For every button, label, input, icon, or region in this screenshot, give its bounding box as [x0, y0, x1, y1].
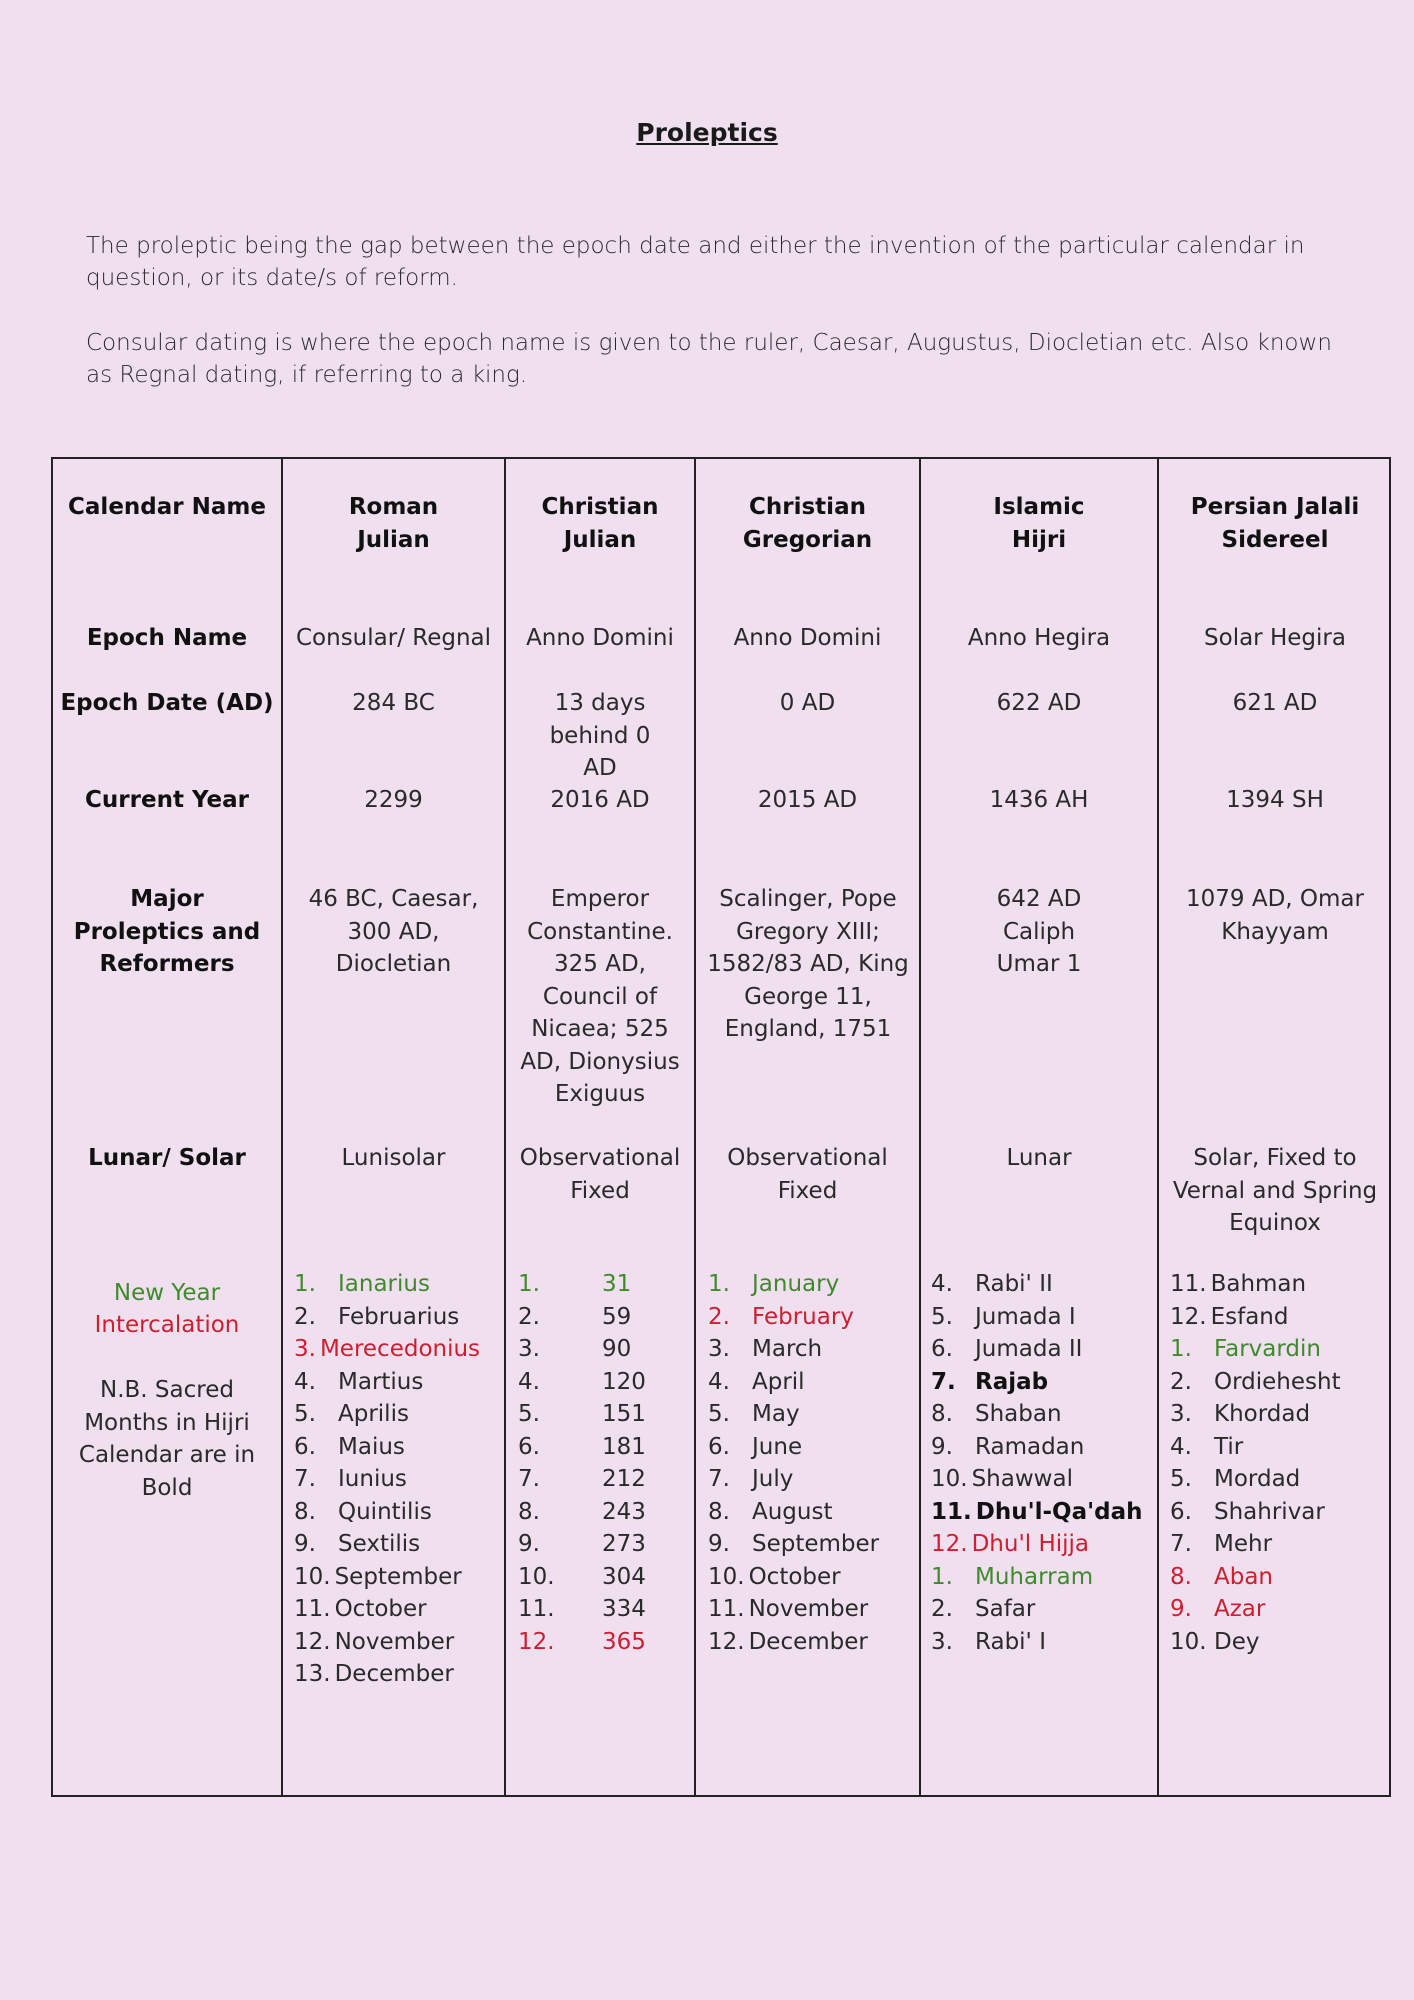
list-item [708, 1268, 879, 1301]
epoch-date-value: 284 BC [352, 690, 435, 716]
row-label-current-year: Current Year [85, 787, 249, 813]
month-number: 2. [931, 1596, 953, 1622]
list-item [931, 1301, 1143, 1334]
list-item [294, 1333, 480, 1366]
list-item [708, 1496, 879, 1529]
list-item [1170, 1366, 1341, 1399]
month-number: 8. [294, 1498, 316, 1525]
row-label-intercalation: Intercalation [94, 1312, 240, 1338]
month-name: Dhu'l-Qa'dah [975, 1498, 1143, 1525]
current-year-value: 2299 [364, 787, 423, 813]
list-item [1170, 1528, 1341, 1561]
month-name: December [334, 1661, 454, 1687]
list-item [1170, 1561, 1341, 1594]
month-number: 9. [1170, 1596, 1192, 1622]
month-name: November [748, 1596, 869, 1622]
month-number: 1. [931, 1563, 953, 1590]
epoch-name-value: Anno Domini [733, 625, 882, 651]
month-list-christian-julian [518, 1268, 646, 1658]
list-item [931, 1463, 1143, 1496]
month-number: 6. [1170, 1498, 1192, 1525]
list-item [294, 1398, 480, 1431]
list-item [518, 1496, 646, 1529]
month-number: 10. [518, 1563, 555, 1590]
month-name: Esfand [1210, 1303, 1289, 1330]
month-number: 10. [294, 1563, 331, 1590]
epoch-date-value: 621 AD [1232, 690, 1318, 716]
column-header-christian-gregorian [696, 491, 919, 556]
list-item [294, 1496, 480, 1529]
month-number: 4. [294, 1368, 316, 1395]
column-header-line: Christian [541, 494, 659, 520]
proleptics-value: 642 AD Caliph Umar 1 [996, 886, 1082, 977]
month-name: Tir [1214, 1433, 1244, 1460]
month-name: 365 [602, 1628, 646, 1655]
current-year-value: 2016 AD [550, 787, 650, 813]
page-title: Proleptics [636, 118, 778, 147]
column-header-line: Islamic [993, 494, 1085, 520]
month-number: 12. [708, 1628, 745, 1655]
month-number: 2. [518, 1303, 540, 1330]
month-name: Mordad [1214, 1466, 1301, 1492]
intro-paragraph-proleptic: The proleptic being the gap between the epoch date and either the invention of the particular calendar in question, or its date/s of reform. [86, 233, 1305, 291]
column-divider [694, 459, 696, 1795]
month-name: Shawwal [971, 1466, 1073, 1492]
list-item [931, 1593, 1143, 1626]
list-item [708, 1561, 879, 1594]
month-name: June [752, 1433, 803, 1460]
month-number: 2. [708, 1303, 730, 1330]
list-item [1170, 1333, 1341, 1366]
list-item [708, 1593, 879, 1626]
list-item [1170, 1431, 1341, 1464]
month-name: May [752, 1401, 800, 1427]
list-item [294, 1626, 480, 1659]
list-item [518, 1366, 646, 1399]
month-name: Rabi' II [975, 1271, 1053, 1297]
list-item [708, 1398, 879, 1431]
row-label-epoch-date: Epoch Date (AD) [60, 690, 274, 716]
column-header-line: Sidereel [1221, 526, 1329, 553]
column-header-christian-julian [506, 491, 694, 556]
list-item [518, 1301, 646, 1334]
list-item [294, 1593, 480, 1626]
list-item [708, 1431, 879, 1464]
row-label-calendar-name: Calendar Name [68, 494, 266, 520]
month-list-gregorian [708, 1268, 879, 1658]
month-list-persian [1170, 1268, 1341, 1658]
month-number: 8. [931, 1401, 953, 1427]
month-name: March [752, 1336, 823, 1362]
month-number: 10. [1170, 1628, 1207, 1655]
month-name: November [334, 1628, 455, 1655]
row-label-epoch-name: Epoch Name [86, 625, 248, 651]
list-item [518, 1593, 646, 1626]
list-item [931, 1398, 1143, 1431]
month-number: 8. [518, 1498, 540, 1525]
month-number: 7. [518, 1466, 540, 1492]
month-name: 243 [602, 1498, 646, 1525]
month-number: 2. [294, 1303, 316, 1330]
epoch-name-value: Anno Domini [526, 625, 674, 651]
month-name: Ramadan [975, 1433, 1085, 1460]
month-name: Dhu'l Hijja [971, 1531, 1090, 1557]
month-name: July [752, 1466, 794, 1492]
column-divider [504, 459, 506, 1795]
month-number: 8. [1170, 1563, 1192, 1590]
month-number: 5. [518, 1401, 540, 1427]
list-item [931, 1333, 1143, 1366]
column-header-line: Julian [357, 526, 430, 553]
month-list-hijri [931, 1268, 1143, 1658]
month-number: 10. [708, 1563, 745, 1590]
month-name: Rabi' I [975, 1628, 1046, 1655]
lunar-solar-value: Observational Fixed [519, 1145, 681, 1204]
intro-paragraph-consular: Consular dating is where the epoch name is given to the ruler, Caesar, Augustus, Diocletian etc. Also known as Regnal dating, if referring to a king. [86, 330, 1332, 388]
month-number: 8. [708, 1498, 730, 1525]
list-item [518, 1528, 646, 1561]
month-number: 3. [294, 1336, 316, 1362]
epoch-name-value: Consular/ Regnal [295, 625, 492, 651]
list-item [708, 1333, 879, 1366]
epoch-date-value: 622 AD [996, 690, 1082, 716]
month-list-roman [294, 1268, 480, 1691]
column-header-line: Julian [563, 526, 637, 553]
lunar-solar-value: Lunar [1006, 1145, 1072, 1171]
month-number: 13. [294, 1661, 331, 1687]
month-number: 3. [708, 1336, 730, 1362]
month-number: 7. [294, 1466, 316, 1492]
list-item [518, 1626, 646, 1659]
month-number: 2. [1170, 1368, 1192, 1395]
list-item [1170, 1463, 1341, 1496]
list-item [1170, 1593, 1341, 1626]
month-name: October [334, 1596, 427, 1622]
list-item [518, 1268, 646, 1301]
month-number: 1. [518, 1271, 540, 1297]
column-divider [1157, 459, 1159, 1795]
month-number: 6. [518, 1433, 540, 1460]
list-item [518, 1463, 646, 1496]
sacred-months-note: N.B. Sacred Months in Hijri Calendar are in Bold [78, 1377, 256, 1501]
month-number: 4. [1170, 1433, 1192, 1460]
month-name: 304 [602, 1563, 646, 1590]
month-number: 4. [518, 1368, 540, 1395]
month-name: January [752, 1271, 840, 1297]
current-year-value: 1394 SH [1226, 787, 1324, 813]
month-name: 181 [602, 1433, 646, 1460]
month-name: 120 [602, 1368, 646, 1395]
month-name: September [752, 1531, 880, 1557]
month-name: December [748, 1628, 868, 1655]
month-number: 12. [294, 1628, 331, 1655]
list-item [294, 1301, 480, 1334]
list-item [931, 1366, 1143, 1399]
month-number: 9. [931, 1433, 953, 1460]
month-number: 3. [931, 1628, 953, 1655]
lunar-solar-value: Observational Fixed [727, 1145, 888, 1204]
list-item [931, 1268, 1143, 1301]
column-divider [281, 459, 283, 1795]
epoch-date-value: 0 AD [779, 690, 836, 716]
list-item [1170, 1268, 1341, 1301]
month-number: 7. [1170, 1531, 1192, 1557]
month-number: 5. [1170, 1466, 1192, 1492]
epoch-name-value: Anno Hegira [967, 625, 1111, 651]
column-header-persian-jalali [1159, 491, 1391, 556]
list-item [518, 1398, 646, 1431]
month-name: April [752, 1368, 805, 1395]
list-item [708, 1528, 879, 1561]
month-name: September [334, 1563, 462, 1590]
month-number: 1. [294, 1271, 316, 1297]
month-name: Aprilis [338, 1401, 409, 1427]
list-item [294, 1268, 480, 1301]
row-label-major-proleptics: Major Proleptics and Reformers [73, 886, 261, 977]
month-name: August [752, 1498, 833, 1525]
month-name: Farvardin [1214, 1336, 1321, 1362]
month-number: 6. [294, 1433, 316, 1460]
list-item [1170, 1496, 1341, 1529]
column-header-line: Roman [348, 494, 439, 520]
month-name: Muharram [975, 1563, 1094, 1590]
month-number: 11. [931, 1498, 972, 1525]
month-number: 3. [1170, 1401, 1192, 1427]
column-header-line: Hijri [1011, 526, 1067, 553]
month-name: 212 [602, 1466, 646, 1492]
month-number: 5. [931, 1303, 953, 1330]
month-number: 4. [708, 1368, 730, 1395]
month-number: 6. [931, 1336, 953, 1362]
month-name: 90 [602, 1336, 632, 1362]
month-name: 334 [602, 1596, 646, 1622]
list-item [1170, 1626, 1341, 1659]
month-number: 6. [708, 1433, 730, 1460]
month-name: Azar [1214, 1596, 1266, 1622]
current-year-value: 1436 AH [989, 787, 1089, 813]
list-item [294, 1658, 480, 1691]
list-item [1170, 1398, 1341, 1431]
month-name: Iunius [338, 1466, 407, 1492]
list-item [294, 1463, 480, 1496]
month-name: Aban [1214, 1563, 1274, 1590]
epoch-date-value: 13 days behind 0 AD [549, 690, 651, 781]
month-name: Rajab [975, 1368, 1049, 1395]
month-name: Ianarius [338, 1271, 430, 1297]
list-item [294, 1528, 480, 1561]
month-name: Shaban [975, 1401, 1062, 1427]
list-item [708, 1366, 879, 1399]
month-number: 10. [931, 1466, 968, 1492]
month-number: 1. [708, 1271, 730, 1297]
month-number: 11. [708, 1596, 745, 1622]
lunar-solar-value: Lunisolar [341, 1145, 446, 1171]
proleptics-value: 46 BC, Caesar, 300 AD, Diocletian [308, 886, 479, 977]
column-header-line: Persian Jalali [1190, 494, 1360, 520]
lunar-solar-value: Solar, Fixed to Vernal and Spring Equinox [1172, 1145, 1378, 1236]
month-name: Khordad [1214, 1401, 1311, 1427]
month-name: 31 [602, 1271, 632, 1297]
month-name: October [748, 1563, 841, 1590]
month-number: 9. [708, 1531, 730, 1557]
month-number: 5. [708, 1401, 730, 1427]
month-name: Safar [975, 1596, 1036, 1622]
column-header-roman-julian [283, 491, 504, 556]
month-number: 12. [931, 1531, 968, 1557]
month-number: 9. [294, 1531, 316, 1557]
month-number: 11. [518, 1596, 555, 1622]
list-item [1170, 1301, 1341, 1334]
list-item [931, 1626, 1143, 1659]
list-item [931, 1561, 1143, 1594]
month-number: 3. [518, 1336, 540, 1362]
month-number: 11. [294, 1596, 331, 1622]
epoch-name-value: Solar Hegira [1204, 625, 1346, 651]
list-item [708, 1463, 879, 1496]
month-name: Martius [338, 1368, 424, 1395]
column-header-line: Gregorian [742, 526, 873, 553]
month-name: Maius [338, 1433, 405, 1460]
month-name: Bahman [1210, 1271, 1307, 1297]
list-item [518, 1431, 646, 1464]
month-name: Shahrivar [1214, 1498, 1325, 1525]
column-header-line: Christian [749, 494, 866, 520]
list-item [294, 1561, 480, 1594]
month-name: 59 [602, 1303, 632, 1330]
list-item [931, 1431, 1143, 1464]
month-number: 1. [1170, 1336, 1192, 1362]
month-number: 7. [708, 1466, 730, 1492]
list-item [931, 1528, 1143, 1561]
list-item [708, 1301, 879, 1334]
month-name: Quintilis [338, 1498, 432, 1525]
month-name: Ordiehesht [1214, 1368, 1341, 1395]
current-year-value: 2015 AD [757, 787, 858, 813]
month-number: 4. [931, 1271, 953, 1297]
month-name: 273 [602, 1531, 646, 1557]
month-number: 5. [294, 1401, 316, 1427]
list-item [518, 1333, 646, 1366]
list-item [294, 1431, 480, 1464]
list-item [708, 1626, 879, 1659]
list-item [294, 1366, 480, 1399]
month-number: 12. [518, 1628, 555, 1655]
column-header-islamic-hijri [921, 491, 1157, 556]
row-label-new-year: New Year [113, 1280, 221, 1306]
month-name: Dey [1214, 1628, 1260, 1655]
column-divider [919, 459, 921, 1795]
proleptics-value: Emperor Constantine. 325 AD, Council of Nicaea; 525 AD, Dionysius Exiguus [520, 886, 680, 1107]
proleptics-value: Scalinger, Pope Gregory XIII; 1582/83 AD, King George 11, England, 1751 [707, 886, 909, 1042]
month-name: Mehr [1214, 1531, 1273, 1557]
month-number: 7. [931, 1368, 956, 1395]
month-name: 151 [602, 1401, 646, 1427]
month-number: 9. [518, 1531, 540, 1557]
month-name: Jumada I [975, 1303, 1076, 1330]
month-name: February [752, 1303, 854, 1330]
month-name: Februarius [338, 1303, 460, 1330]
proleptics-value: 1079 AD, Omar Khayyam [1186, 886, 1364, 945]
calendar-comparison-table [51, 457, 1391, 1797]
month-number: 12. [1170, 1303, 1207, 1330]
list-item [518, 1561, 646, 1594]
list-item [931, 1496, 1143, 1529]
month-name: Jumada II [975, 1336, 1083, 1362]
month-name: Merecedonius [319, 1336, 481, 1362]
month-name: Sextilis [338, 1531, 421, 1557]
row-label-lunar-solar: Lunar/ Solar [88, 1145, 246, 1171]
month-number: 11. [1170, 1271, 1207, 1297]
